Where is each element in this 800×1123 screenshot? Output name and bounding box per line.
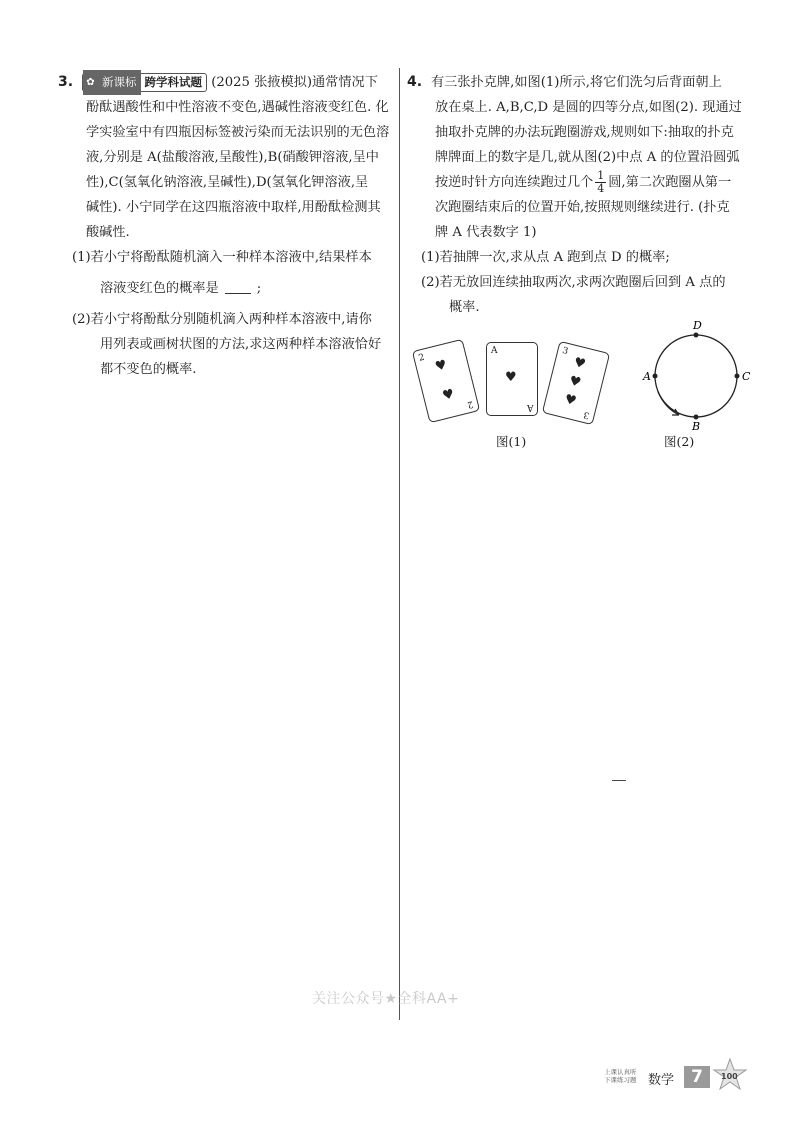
q3-line: 碱性). 小宁同学在这四瓶溶液中取样,用酚酞检测其 (86, 200, 381, 215)
figure-2-caption: 图(2) (664, 434, 695, 449)
q4-line: 牌 A 代表数字 1) (435, 225, 537, 240)
logo-text: 100 (721, 1072, 738, 1081)
fraction-denominator: 4 (597, 182, 605, 195)
badge-cross-subject: 跨学科试题 (144, 75, 202, 89)
fraction-one-quarter (595, 170, 606, 195)
q3-line: 酸碱性. (86, 225, 130, 240)
q3-number: 3. (58, 74, 74, 90)
fraction-numerator: 1 (597, 169, 605, 182)
badge-new-curriculum: 新课标 (98, 70, 141, 95)
q4-line-text: 有三张扑克牌,如图(1)所示,将它们洗匀后背面朝上 (431, 75, 722, 90)
q3-part1-answer-line (58, 276, 386, 301)
figure-1-caption: 图(1) (496, 434, 527, 449)
card-rank: A (526, 402, 533, 412)
q3-part1-end: ; (256, 281, 262, 296)
q4-line: 抽取扑克牌的办法玩跑圈游戏,规则如下:抽取的扑克 (435, 125, 734, 140)
card-rank: 3 (582, 409, 591, 421)
q4-part2-line: (2)若无放回连续抽取两次,求两次跑圈后回到 A 点的 (421, 275, 726, 290)
circle-path (655, 335, 737, 417)
page-number: 7 (684, 1066, 710, 1088)
q4-part1: (1)若抽牌一次,求从点 A 跑到点 D 的概率; (421, 250, 670, 265)
q4-line: 次跑圈结束后的位置开始,按照规则继续进行. (扑克 (435, 200, 730, 215)
q3-part2-line: 用列表或画树状图的方法,求这两种样本溶液恰好 (100, 337, 382, 352)
card-rank: 2 (417, 352, 426, 364)
q3-line: 酚酞遇酸性和中性溶液不变色,遇碱性溶液变红色. 化 (86, 100, 389, 115)
card-rank: 2 (466, 398, 475, 410)
q3-badge (82, 73, 207, 92)
star-icon: ✿ (83, 70, 98, 95)
footer-slogan-line: 上课认真听 (604, 1068, 637, 1076)
label-c: C (742, 370, 751, 383)
footer-subject: 数学 (648, 1073, 675, 1088)
heart-icon: ♥ (440, 386, 456, 405)
circle-diagram (643, 319, 756, 433)
heart-icon: ♥ (572, 355, 588, 373)
question-3 (58, 70, 390, 382)
q4-first-line (407, 70, 749, 95)
label-d: D (693, 319, 702, 332)
q4-part2-line: 概率. (449, 300, 480, 315)
q3-line: 性),C(氢氧化钠溶液,呈碱性),D(氢氧化钾溶液,呈 (86, 175, 369, 190)
answer-blank[interactable] (225, 279, 251, 294)
heart-icon: ♥ (505, 370, 517, 385)
label-a: A (643, 370, 651, 383)
playing-card-3 (542, 341, 610, 425)
q4-line: 牌牌面上的数字是几,就从图(2)中点 A 的位置沿圆弧 (435, 150, 740, 165)
footer-slogan-line: 下课练习题 (604, 1076, 637, 1084)
point-d (694, 333, 699, 338)
heart-icon: ♥ (433, 357, 449, 375)
q3-line-text: (2025 张掖模拟)通常情况下 (211, 75, 378, 90)
card-rank: A (491, 346, 498, 356)
playing-card-ace (486, 342, 538, 416)
column-divider (399, 68, 400, 1020)
star-logo-icon (712, 1058, 748, 1092)
heart-icon: ♥ (567, 373, 583, 391)
point-a (653, 374, 658, 379)
page-footer (604, 1066, 754, 1090)
q3-line: 学实验室中有四瓶因标签被污染而无法识别的无色溶 (86, 125, 390, 140)
q4-fraction-line (407, 170, 749, 195)
footer-slogan (604, 1068, 637, 1084)
card-rank: 3 (561, 345, 570, 357)
q4-line: 放在桌上. A,B,C,D 是圆的四等分点,如图(2). 现通过 (435, 100, 742, 115)
q3-line: 液,分别是 A(盐酸溶液,呈酸性),B(硝酸钾溶液,呈中 (86, 150, 379, 165)
heart-icon: ♥ (562, 391, 578, 410)
q4-line-text: 按逆时针方向连续跑过几个 (435, 175, 594, 190)
point-b (694, 415, 699, 420)
question-4-figures (410, 319, 770, 456)
q4-number: 4. (407, 74, 423, 90)
point-c (735, 374, 740, 379)
q3-part2-line: (2)若小宁将酚酞分别随机滴入两种样本溶液中,请你 (72, 312, 372, 327)
q3-part1-line: (1)若小宁将酚酞随机滴入一种样本溶液中,结果样本 (72, 250, 372, 265)
playing-card-2 (412, 339, 480, 423)
label-b: B (692, 420, 701, 433)
stray-dash-mark (612, 780, 626, 781)
q4-line-text: 圆,第二次跑圈从第一 (608, 175, 732, 190)
q3-part2-line: 都不变色的概率. (100, 362, 197, 377)
q3-first-line (58, 70, 386, 95)
question-4 (407, 70, 749, 320)
q3-part1-text: 溶液变红色的概率是 (100, 281, 219, 296)
watermark: 关注公众号★全科AA+ (312, 991, 460, 1007)
